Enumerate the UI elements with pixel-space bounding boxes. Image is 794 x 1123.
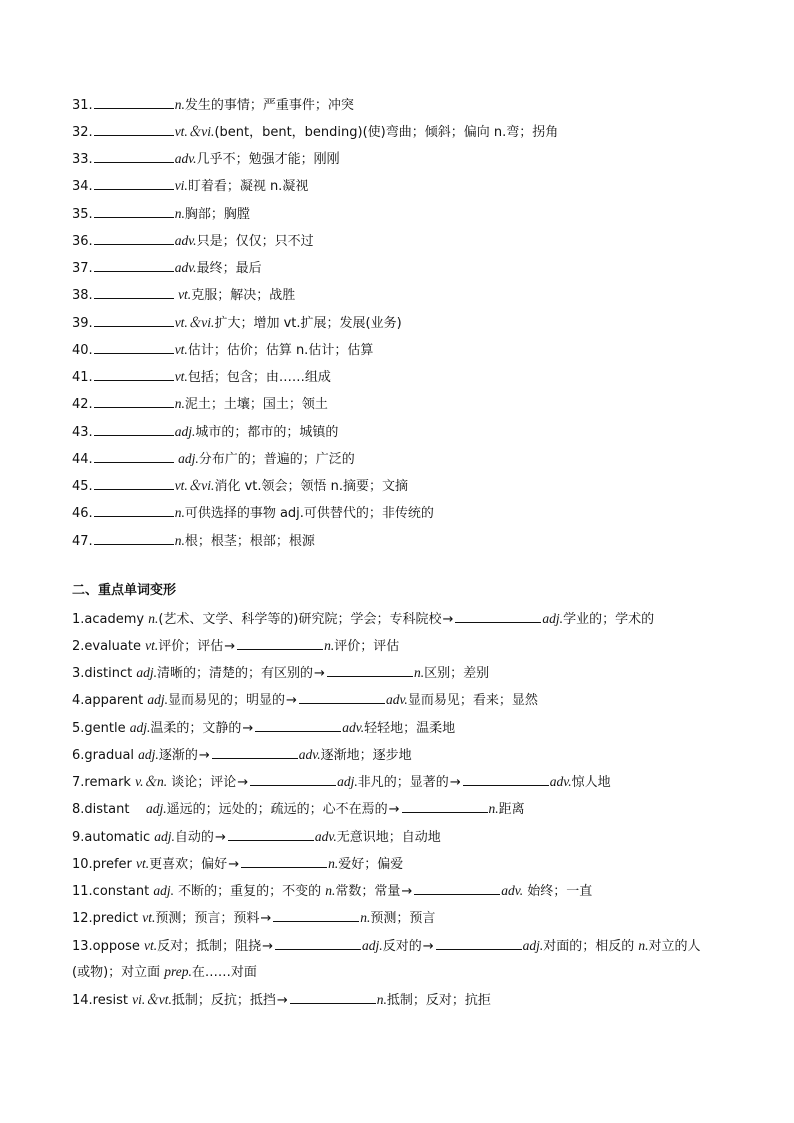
vocab-item: 47. n.根；根茎；根部；根源 [72,533,315,549]
answer-blank[interactable] [250,772,336,786]
arrow-icon: → [237,775,249,790]
answer-blank[interactable] [94,449,174,463]
answer-blank[interactable] [94,503,174,517]
answer-blank[interactable] [94,149,174,163]
vocab-item: 41. vt.包括；包含；由……组成 [72,369,331,385]
variation-item: 6.gradual adj.逐渐的→ adv.逐渐地；逐步地 [72,747,412,763]
arrow-icon: → [449,775,461,790]
variation-item-continued: (或物)；对立面 prep.在……对面 [72,964,257,980]
vocab-item: 31. n.发生的事情；严重事件；冲突 [72,97,354,113]
arrow-icon: → [388,802,400,817]
answer-blank[interactable] [463,772,549,786]
answer-blank[interactable] [327,663,413,677]
variation-item: 11.constant adj. 不断的；重复的；不变的 n.常数；常量→ adv. 始终；一直 [72,883,593,899]
variation-item: 8.distant adj.遥远的；远处的；疏远的；心不在焉的→ n.距离 [72,801,525,817]
arrow-icon: → [260,911,272,926]
answer-blank[interactable] [273,908,359,922]
vocab-item: 37. adv.最终；最后 [72,260,262,276]
arrow-icon: → [214,830,226,845]
answer-blank[interactable] [94,394,174,408]
answer-blank[interactable] [94,258,174,272]
section-title: 二、重点单词变形 [72,583,177,598]
arrow-icon: → [198,748,210,763]
vocab-item: 46. n.可供选择的事物 adj.可供替代的；非传统的 [72,505,434,521]
arrow-icon: → [242,721,254,736]
variation-item: 4.apparent adj.显而易见的；明显的→ adv.显而易见；看来；显然 [72,692,538,708]
arrow-icon: → [401,884,413,899]
vocab-item: 33. adv.几乎不；勉强才能；刚刚 [72,151,340,167]
variation-item: 12.predict vt.预测；预言；预料→ n.预测；预言 [72,910,436,926]
arrow-icon: → [228,857,240,872]
answer-blank[interactable] [94,531,174,545]
answer-blank[interactable] [414,881,500,895]
answer-blank[interactable] [237,636,323,650]
vocab-item: 34. vi.盯着看；凝视 n.凝视 [72,178,309,194]
answer-blank[interactable] [94,313,174,327]
vocab-item: 35. n.胸部；胸膛 [72,206,250,222]
answer-blank[interactable] [212,745,298,759]
answer-blank[interactable] [455,609,541,623]
answer-blank[interactable] [94,122,174,136]
arrow-icon: → [262,939,274,954]
answer-blank[interactable] [402,799,488,813]
answer-blank[interactable] [94,422,174,436]
arrow-icon: → [224,639,236,654]
vocab-item: 42. n.泥土；土壤；国土；领土 [72,396,328,412]
answer-blank[interactable] [228,827,314,841]
arrow-icon: → [286,693,297,708]
answer-blank[interactable] [94,476,174,490]
vocab-item: 32. vt.＆vi.(bent，bent，bending)(使)弯曲；倾斜；偏向 n.弯；拐角 [72,124,559,140]
answer-blank[interactable] [94,95,174,109]
answer-blank[interactable] [275,936,361,950]
vocab-item: 44. adj.分布广的；普遍的；广泛的 [72,451,355,467]
arrow-icon: → [276,993,288,1008]
vocab-item: 36. adv.只是；仅仅；只不过 [72,233,314,249]
vocab-item: 39. vt.＆vi.扩大；增加 vt.扩展；发展(业务) [72,315,402,331]
answer-blank[interactable] [255,718,341,732]
variation-item: 7.remark v.＆n. 谈论；评论→ adj.非凡的；显著的→ adv.惊人地 [72,774,611,790]
answer-blank[interactable] [94,204,174,218]
variation-item: 9.automatic adj.自动的→ adv.无意识地；自动地 [72,829,441,845]
answer-blank[interactable] [436,936,522,950]
arrow-icon: → [422,939,434,954]
answer-blank[interactable] [290,990,376,1004]
answer-blank[interactable] [299,690,385,704]
variation-item: 10.prefer vt.更喜欢；偏好→ n.爱好；偏爱 [72,856,404,872]
arrow-icon: → [314,666,325,681]
answer-blank[interactable] [94,367,174,381]
answer-blank[interactable] [94,340,174,354]
arrow-icon: → [442,612,454,627]
answer-blank[interactable] [94,231,174,245]
variation-item: 2.evaluate vt.评价；评估→ n.评价；评估 [72,638,400,654]
answer-blank[interactable] [94,176,174,190]
vocab-item: 45. vt.＆vi.消化 vt.领会；领悟 n.摘要；文摘 [72,478,408,494]
variation-item: 3.distinct adj.清晰的；清楚的；有区别的→ n.区别；差别 [72,665,490,681]
vocab-item: 38. vt.克服；解决；战胜 [72,287,296,303]
variation-item: 14.resist vi.＆vt.抵制；反抗；抵挡→ n.抵制；反对；抗拒 [72,992,491,1008]
answer-blank[interactable] [241,854,327,868]
answer-blank[interactable] [94,285,174,299]
variation-item: 1.academy n.(艺术、文学、科学等的)研究院；学会；专科院校→ adj.学业的；学术的 [72,611,655,627]
variation-item: 5.gentle adj.温柔的；文静的→ adv.轻轻地；温柔地 [72,720,456,736]
vocab-item: 40. vt.估计；估价；估算 n.估计；估算 [72,342,374,358]
vocab-item: 43. adj.城市的；都市的；城镇的 [72,424,339,440]
variation-item: 13.oppose vt.反对；抵制；阻挠→ adj.反对的→ adj.对面的；相反的 n.对立的人 [72,938,701,954]
